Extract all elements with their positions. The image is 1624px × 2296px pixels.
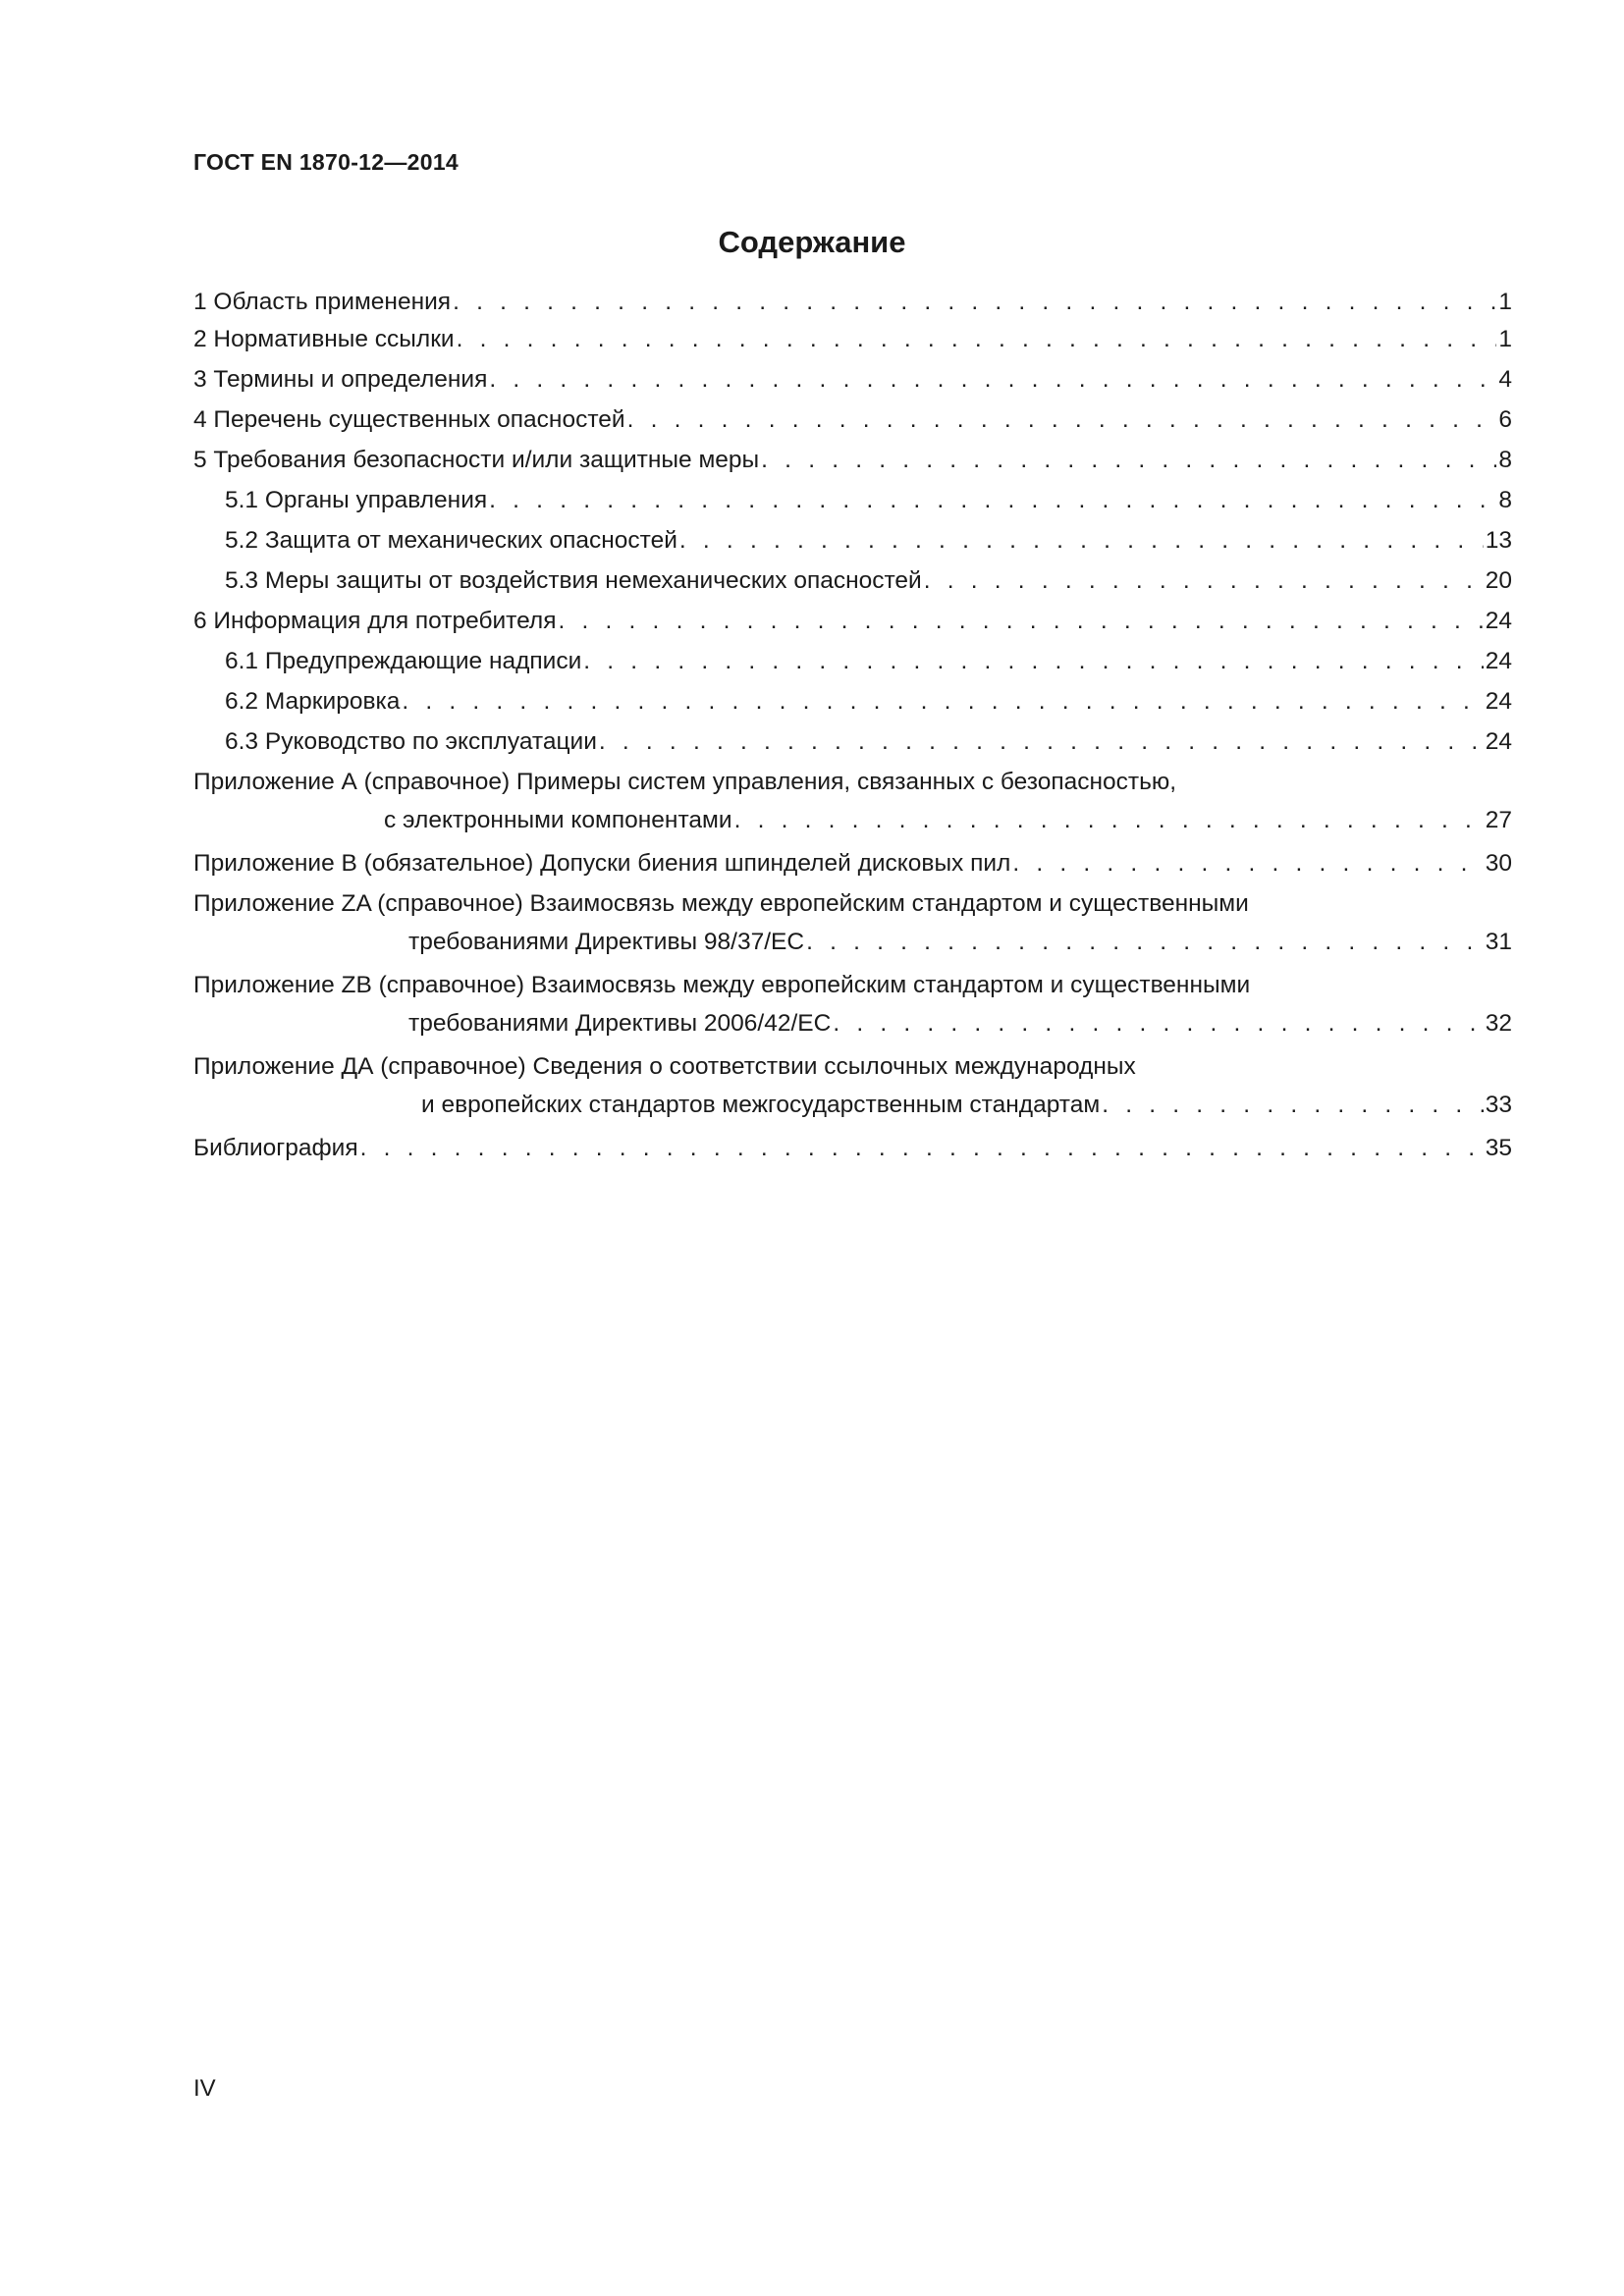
toc-appendix-entry[interactable] <box>193 883 1512 961</box>
toc-entry-text: Приложение А (справочное) Примеры систем управления, связанных с безопасностью, <box>193 769 1177 795</box>
dot-leader <box>806 924 1484 961</box>
toc-entry-text: 3 Термины и определения <box>193 366 488 393</box>
toc-entry[interactable] <box>193 440 1512 480</box>
toc-entry-page: 6 <box>1498 406 1512 433</box>
toc-entry-text: 1 Область применения <box>193 289 452 315</box>
dot-leader <box>489 359 1496 400</box>
dot-leader <box>360 1128 1484 1168</box>
toc-entry[interactable] <box>193 285 1512 319</box>
dot-leader <box>679 520 1484 561</box>
toc-entry-text: 6.1 Предупреждающие надписи <box>225 648 582 674</box>
toc-entry-page: 24 <box>1485 688 1512 715</box>
page-number: IV <box>193 2075 216 2102</box>
toc-entry-text: Приложение В (обязательное) Допуски биения шпинделей дисковых пил <box>193 850 1011 877</box>
toc-entry-text: 5.2 Защита от механических опасностей <box>225 527 677 554</box>
toc-subentry[interactable] <box>193 641 1512 681</box>
toc-entry-page: 24 <box>1485 648 1512 674</box>
toc-entry-text: Приложение ZB (справочное) Взаимосвязь между европейским стандартом и существенными <box>193 972 1251 998</box>
toc-entry[interactable] <box>193 319 1512 359</box>
dot-leader <box>583 641 1483 681</box>
toc-entry-page: 1 <box>1498 289 1512 315</box>
toc-entry-page: 8 <box>1498 487 1512 513</box>
toc-entry-page: 31 <box>1485 929 1512 955</box>
toc-entry-text: 4 Перечень существенных опасностей <box>193 406 625 433</box>
toc-entry-page: 1 <box>1498 326 1512 352</box>
toc-entry-text: 6.3 Руководство по эксплуатации <box>225 728 597 755</box>
dot-leader <box>489 480 1496 520</box>
dot-leader <box>1012 843 1483 883</box>
table-of-contents <box>193 285 1512 1168</box>
toc-entry-text: 2 Нормативные ссылки <box>193 326 455 352</box>
toc-entry[interactable] <box>193 1128 1512 1168</box>
dot-leader <box>457 319 1497 359</box>
toc-entry-page: 8 <box>1498 447 1512 473</box>
toc-appendix-entry[interactable] <box>193 843 1512 883</box>
dot-leader <box>559 601 1484 641</box>
document-header: ГОСТ EN 1870-12—2014 <box>193 149 460 175</box>
toc-entry-text: Приложение ДА (справочное) Сведения о соответствии ссылочных международных <box>193 1053 1136 1080</box>
dot-leader <box>627 400 1497 440</box>
toc-entry-text: 5.1 Органы управления <box>225 487 488 513</box>
toc-subentry[interactable] <box>193 721 1512 762</box>
toc-entry-page: 24 <box>1485 728 1512 755</box>
toc-entry-page: 13 <box>1485 527 1512 554</box>
toc-entry-page: 27 <box>1485 807 1512 833</box>
dot-leader <box>761 440 1496 480</box>
toc-title: Содержание <box>718 225 906 259</box>
toc-entry-text-continuation: с электронными компонентами <box>384 807 732 833</box>
toc-entry[interactable] <box>193 601 1512 641</box>
toc-entry-text: Приложение ZA (справочное) Взаимосвязь между европейским стандартом и существенными <box>193 890 1249 917</box>
dot-leader <box>453 285 1496 319</box>
toc-subentry[interactable] <box>193 480 1512 520</box>
toc-entry-page: 20 <box>1485 567 1512 594</box>
toc-appendix-entry[interactable] <box>193 965 1512 1042</box>
toc-appendix-entry[interactable] <box>193 762 1512 839</box>
toc-entry-text: 6.2 Маркировка <box>225 688 401 715</box>
dot-leader <box>833 1005 1483 1042</box>
dot-leader <box>924 561 1484 601</box>
toc-entry-page: 24 <box>1485 608 1512 634</box>
toc-entry-page: 32 <box>1485 1010 1512 1037</box>
toc-entry[interactable] <box>193 359 1512 400</box>
toc-entry-text-continuation: требованиями Директивы 98/37/ЕС <box>408 929 805 955</box>
dot-leader <box>599 721 1484 762</box>
toc-entry-text: 5.3 Меры защиты от воздействия немеханических опасностей <box>225 567 922 594</box>
toc-subentry[interactable] <box>193 561 1512 601</box>
dot-leader <box>402 681 1483 721</box>
toc-subentry[interactable] <box>193 520 1512 561</box>
toc-entry-text-continuation: и европейских стандартов межгосударственным стандартам <box>421 1092 1101 1118</box>
dot-leader <box>734 802 1484 839</box>
toc-entry-text: 6 Информация для потребителя <box>193 608 557 634</box>
toc-entry-page: 35 <box>1485 1135 1512 1161</box>
toc-entry-text: 5 Требования безопасности и/или защитные меры <box>193 447 760 473</box>
dot-leader <box>1102 1087 1484 1124</box>
toc-subentry[interactable] <box>193 681 1512 721</box>
toc-entry-page: 30 <box>1485 850 1512 877</box>
toc-appendix-entry[interactable] <box>193 1046 1512 1124</box>
toc-entry[interactable] <box>193 400 1512 440</box>
toc-entry-text-continuation: требованиями Директивы 2006/42/ЕС <box>408 1010 832 1037</box>
toc-entry-page: 33 <box>1485 1092 1512 1118</box>
toc-entry-page: 4 <box>1498 366 1512 393</box>
toc-entry-text: Библиография <box>193 1135 358 1161</box>
